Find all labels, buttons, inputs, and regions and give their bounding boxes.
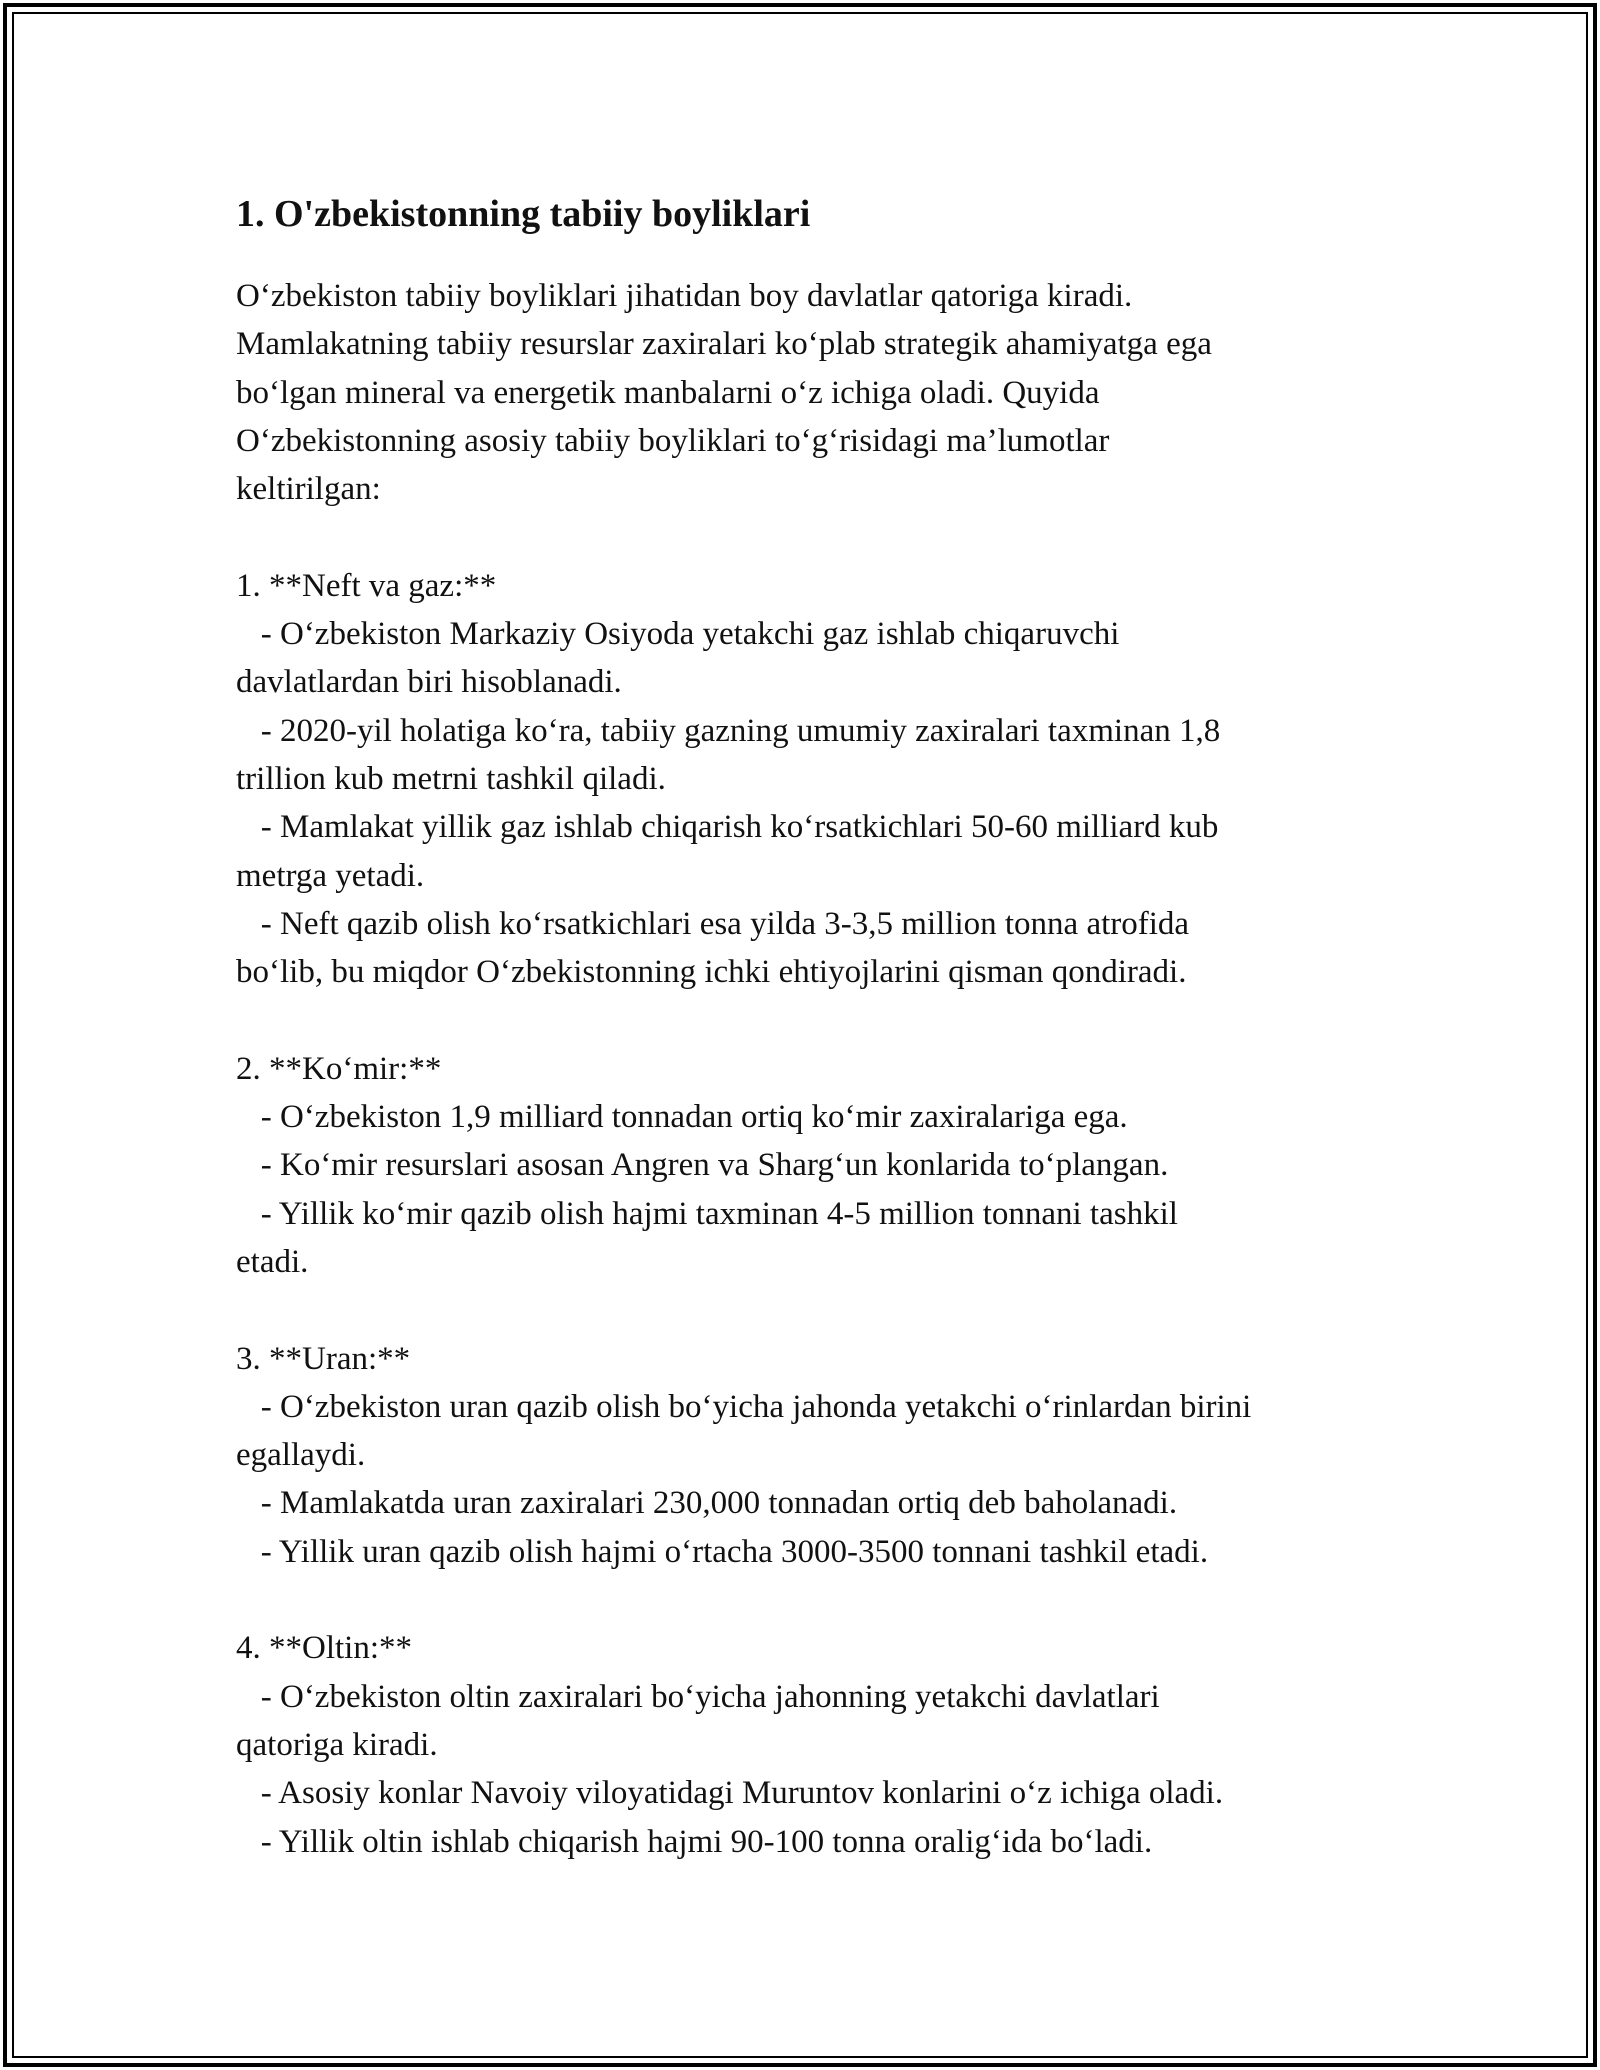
spacer: [236, 513, 1416, 561]
list-item-line: qatoriga kiradi.: [236, 1726, 438, 1763]
section-coal: [236, 1045, 1416, 1286]
list-item-line: davlatlardan biri hisoblanadi.: [236, 664, 622, 701]
intro-line: O‘zbekistonning asosiy tabiiy boyliklari to‘g‘risidagi ma’lumotlar: [236, 422, 1110, 459]
list-item-line: - Ko‘mir resurslari asosan Angren va Sharg‘un konlarida to‘plangan.: [236, 1147, 1169, 1184]
intro-line: Mamlakatning tabiiy resurslar zaxiralari ko‘plab strategik ahamiyatga ega: [236, 326, 1212, 363]
list-item-line: bo‘lib, bu miqdor O‘zbekistonning ichki ehtiyojlarini qisman qondiradi.: [236, 954, 1187, 991]
list-item-line: - Yillik uran qazib olish hajmi o‘rtacha 3000-3500 tonnani tashkil etadi.: [236, 1533, 1209, 1570]
section-heading: 1. **Neft va gaz:**: [236, 567, 497, 604]
list-item-line: trillion kub metrni tashkil qiladi.: [236, 760, 666, 797]
spacer: [236, 1286, 1416, 1334]
list-item-line: - 2020-yil holatiga ko‘ra, tabiiy gazning umumiy zaxiralari taxminan 1,8: [236, 712, 1221, 749]
spacer: [236, 996, 1416, 1044]
list-item-line: - O‘zbekiston 1,9 milliard tonnadan ortiq ko‘mir zaxiralariga ega.: [236, 1099, 1128, 1136]
list-item-line: - Mamlakat yillik gaz ishlab chiqarish ko‘rsatkichlari 50-60 milliard kub: [236, 809, 1219, 846]
section-heading: 4. **Oltin:**: [236, 1630, 413, 1667]
section-uranium: [236, 1335, 1416, 1576]
list-item-line: - Asosiy konlar Navoiy viloyatidagi Muruntov konlarini o‘z ichiga oladi.: [236, 1775, 1224, 1812]
section-gold: [236, 1624, 1416, 1865]
list-item-line: - Yillik ko‘mir qazib olish hajmi taxminan 4-5 million tonnani tashkil: [236, 1195, 1178, 1232]
list-item-line: - Yillik oltin ishlab chiqarish hajmi 90-100 tonna oralig‘ida bo‘ladi.: [236, 1823, 1153, 1860]
list-item-line: - O‘zbekiston uran qazib olish bo‘yicha jahonda yetakchi o‘rinlardan birini: [236, 1388, 1252, 1425]
list-item-line: - Mamlakatda uran zaxiralari 230,000 tonnadan ortiq deb baholanadi.: [236, 1485, 1178, 1522]
list-item-line: - Neft qazib olish ko‘rsatkichlari esa yilda 3-3,5 million tonna atrofida: [236, 905, 1190, 942]
list-item-line: - O‘zbekiston oltin zaxiralari bo‘yicha jahonning yetakchi davlatlari: [236, 1678, 1160, 1715]
intro-paragraph: [236, 272, 1416, 513]
list-item-line: egallaydi.: [236, 1437, 366, 1474]
document-title: 1. O'zbekistonning tabiiy boyliklari: [236, 193, 811, 235]
list-item-line: - O‘zbekiston Markaziy Osiyoda yetakchi gaz ishlab chiqaruvchi: [236, 616, 1120, 653]
intro-line: O‘zbekiston tabiiy boyliklari jihatidan boy davlatlar qatoriga kiradi.: [236, 278, 1133, 314]
intro-line: bo‘lgan mineral va energetik manbalarni o‘z ichiga oladi. Quyida: [236, 374, 1100, 411]
list-item-line: metrga yetadi.: [236, 857, 425, 894]
section-heading: 2. **Ko‘mir:**: [236, 1050, 442, 1087]
section-heading: 3. **Uran:**: [236, 1340, 411, 1377]
list-item-line: etadi.: [236, 1243, 309, 1280]
section-oil-gas: [236, 562, 1416, 997]
spacer: [236, 1576, 1416, 1624]
intro-line: keltirilgan:: [236, 471, 381, 508]
document-body: [236, 186, 1416, 1866]
